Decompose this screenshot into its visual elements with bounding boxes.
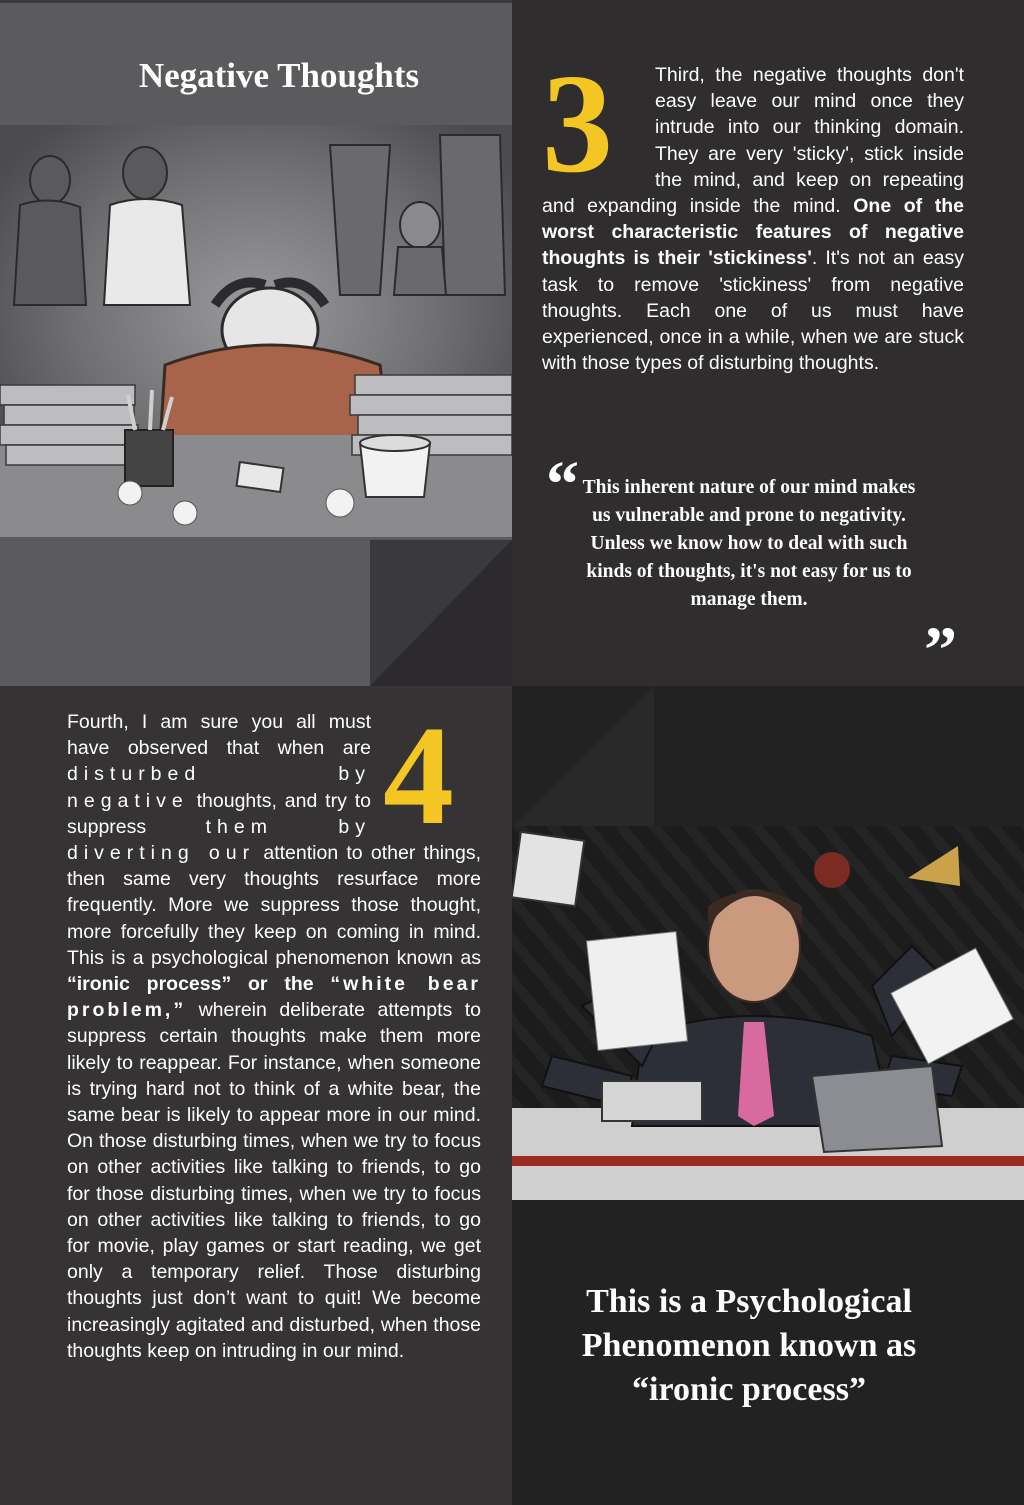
stressed-man-illustration xyxy=(0,125,512,537)
point-four-text xyxy=(67,709,481,1364)
point-four-spaced-2: them by diverting our xyxy=(67,815,371,865)
multitasking-businessman-illustration xyxy=(512,826,1024,1200)
point-three-text-part-1: Third, the negative thoughts don't easy leave our mind once they intrude into our thinking domain. They are very 'sticky', stick inside the mind, and keep on repeating and expanding inside the mind. xyxy=(542,64,964,218)
corner-triangle xyxy=(512,686,654,828)
ironic-process-caption xyxy=(512,1280,986,1412)
point-three-bold: One of the worst characteristic features of negative thoughts is their 'stickiness' xyxy=(542,195,964,270)
pull-quote: This inherent nature of our mind makes us vulnerable and prone to negativity. Unless we know how to deal with such kinds of thoughts, it's not easy for us to manage them. xyxy=(582,477,916,610)
ironic-process-bold: “ironic process” or the xyxy=(67,973,314,996)
caption-line-3: “ironic process” xyxy=(632,1371,866,1408)
open-quote-icon: “ xyxy=(546,448,579,521)
point-three-text-part-2: . It's not an easy task to remove 'stickiness' from negative thoughts. Each one of us must have experienced, once in a while, when we are stuck with those types of disturbing thoughts. xyxy=(542,247,965,375)
point-three-panel xyxy=(512,0,1024,686)
close-quote-icon: ” xyxy=(924,614,957,686)
point-four-text-part-3: attention to other things, then same very thoughts resurface more frequently. More we suppress those thought, more forcefully they keep on coming in mind. This is a psychological phenomenon known as xyxy=(67,842,481,969)
point-four-panel xyxy=(0,686,512,1505)
number-four: 4 xyxy=(383,696,454,854)
point-four-spaced-1: disturbed by negative xyxy=(67,763,371,812)
point-four-text-part-1: Fourth, I am sure you all must have observed that when are xyxy=(67,711,371,760)
point-four-text-part-2: thoughts, and try to suppress xyxy=(67,789,371,838)
white-bear-bold: “white bear problem,” xyxy=(67,973,481,1022)
point-four-text-part-4: wherein deliberate attempts to suppress certain thoughts make them more likely to reappear. For instance, when someone is trying hard not to think of a white bear, the same bear is likely to appear more in our mind. On those disturbing times, when we try to focus on other activities like talking to friends, to go for those disturbing times, when we try to focus on other activities like talking to friends, to go for movie, play games or start reading, we get only a temporary relief. Those disturbing thoughts just don’t want to quit! We become increasingly agitated and disturbed, when those thoughts keep on intruding in our mind. xyxy=(67,999,481,1362)
point-three-text xyxy=(542,62,964,376)
caption-line-2: Phenomenon known as xyxy=(581,1327,917,1364)
ironic-process-panel xyxy=(512,686,1024,1505)
number-three: 3 xyxy=(542,44,613,202)
top-strip xyxy=(0,0,512,3)
section-title: Negative Thoughts xyxy=(138,56,420,95)
caption-line-1: This is a Psychological xyxy=(586,1283,912,1320)
negative-thoughts-panel xyxy=(0,0,512,686)
